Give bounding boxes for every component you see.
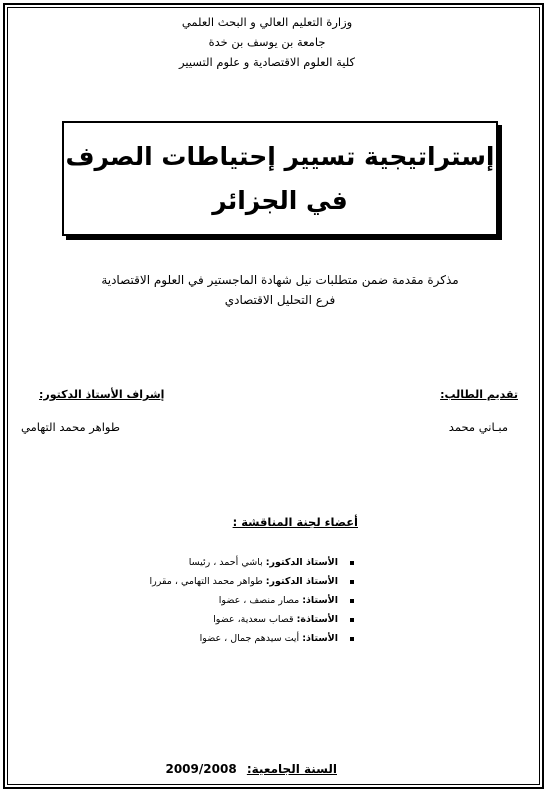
committee-member — [150, 572, 355, 591]
member-name: قصاب سعدية، عضوا — [213, 614, 294, 625]
member-role: الأستاذ الدكتور: — [265, 557, 338, 568]
institution-header — [167, 12, 367, 72]
bullet-icon — [350, 580, 354, 584]
university-name: جامعة بن يوسف بن خدة — [208, 35, 326, 49]
bullet-icon — [350, 599, 354, 603]
academic-year — [165, 762, 337, 776]
member-name: باشي أحمد ، رئيسا — [188, 557, 263, 568]
faculty-name: كلية العلوم الاقتصادية و علوم التسيير — [179, 55, 355, 69]
bullet-icon — [350, 637, 354, 641]
supervisor-label: إشراف الأستاذ الدكتور: — [39, 388, 165, 401]
bullet-icon — [350, 618, 354, 622]
committee-heading: أعضاء لجنة المناقشة : — [232, 515, 358, 529]
bullet-icon — [350, 561, 354, 565]
member-name: أيت سيدهم جمال ، عضوا — [199, 633, 300, 644]
committee-member — [150, 553, 355, 572]
thesis-title-line-2: في الجزائر — [212, 185, 348, 215]
academic-year-value: 2009/2008 — [165, 762, 237, 776]
member-role: الأستاذة: — [296, 614, 338, 625]
member-name: مصار منصف ، عضوا — [218, 595, 300, 606]
ministry-name: وزارة التعليم العالي و البحث العلمي — [181, 15, 353, 29]
thesis-title-line-1: إستراتيجية تسيير إحتياطات الصرف — [65, 141, 495, 171]
committee-member — [150, 591, 355, 610]
member-name: طواهر محمد التهامي ، مقررا — [149, 576, 263, 587]
thesis-branch: فرع التحليل الاقتصادي — [224, 293, 336, 307]
academic-year-label: السنة الجامعية: — [246, 762, 337, 776]
member-role: الأستاذ الدكتور: — [265, 576, 338, 587]
supervisor-name: طواهر محمد التهامي — [21, 420, 120, 434]
committee-list — [150, 553, 355, 648]
thesis-title-box — [62, 121, 498, 236]
committee-member — [150, 629, 355, 648]
thesis-purpose: مذكرة مقدمة ضمن متطلبات نيل شهادة الماجستير في العلوم الاقتصادية — [101, 273, 459, 287]
member-role: الأستاذ: — [302, 595, 338, 606]
student-label: تقديم الطالب: — [440, 388, 518, 401]
member-role: الأستاذ: — [302, 633, 338, 644]
student-name: مبـاني محمد — [448, 420, 508, 434]
committee-member — [150, 610, 355, 629]
